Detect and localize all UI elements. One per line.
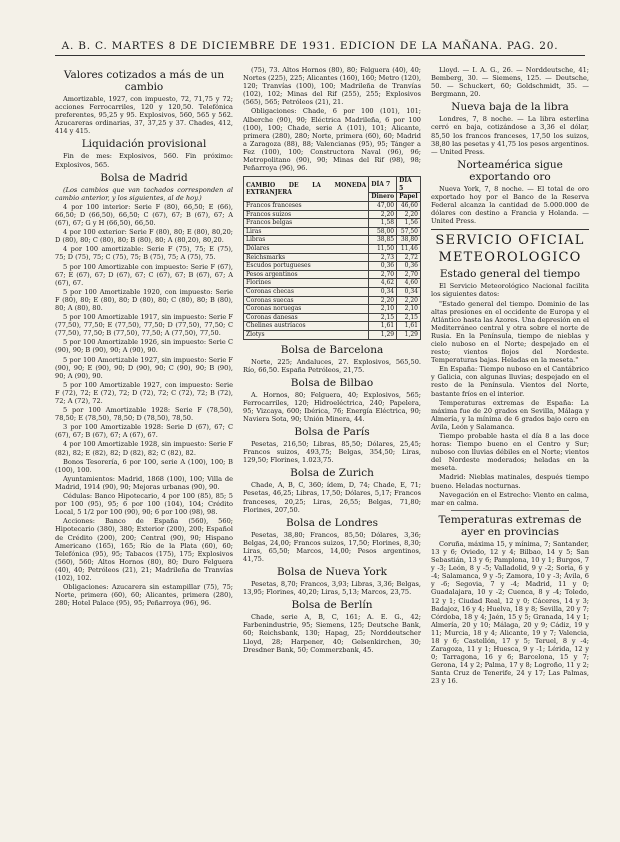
heading-servicio-oficial: SERVICIO OFICIAL <box>431 229 589 248</box>
table-row <box>244 313 421 322</box>
currency-value: 4,62 <box>369 279 397 288</box>
paragraph: 4 por 100 interior: Serie F (80), 66,50; E (66), 66,50; D (66,50), 66,50; C (67), 67; B (67), 67; A (67), 67; G y H (66,50), 66,50. <box>55 202 233 228</box>
paragraph: 5 por 100 Amortizable 1927, sin impuesto: Serie F (90), 90; E (90), 90; D (90), 90; C (90), 90; B (90), 90; A (90), 90. <box>55 355 233 380</box>
paragraph: Chade, A, B, C, 360; ídem, D, 74; Chade, E, 71; Pesetas, 46,25; Libras, 17,50; Dólares, 5,17; Francos franceses, 20,25; Liras, 26,55; Belgas, 71,80; Florines, 207,50. <box>243 481 421 514</box>
heading-temperaturas: Temperaturas extremas de ayer en provincias <box>438 513 582 538</box>
currency-value: 47,00 <box>369 202 397 211</box>
paragraph: Bonos Tesorería, 6 por 100, serie A (100), 100; B (100), 100. <box>55 457 233 474</box>
page-header: A. B. C. MARTES 8 DE DICIEMBRE DE 1931. EDICION DE LA MAÑANA. PAG. 20. <box>61 40 559 52</box>
heading-bolsa-londres: Bolsa de Londres <box>285 516 379 529</box>
paragraph: "Estado general del tiempo. Dominio de las altas presiones en el occidente de Europa y el Atlántico hasta las Azores. Una depresión en el Mediterráneo central y otra sobre el norte de Rusia. En la Península, tiempo de nieblas y cielo nuboso en el Norte; despejado en el resto; vientos flojos del Nordeste. Temperaturas bajas. Heladas en la meseta." <box>431 299 589 365</box>
table-row <box>244 227 421 236</box>
currency-value: 0,36 <box>369 262 397 271</box>
table-caption: CAMBIO DE LA MONEDA EXTRANJERA <box>244 177 369 202</box>
paragraph: Madrid: Nieblas matinales, después tiempo bueno. Heladas nocturnas. <box>431 473 589 490</box>
currency-value: 2,70 <box>369 270 397 279</box>
paragraph: 5 por 100 Amortizable 1920, con impuesto: Serie F (80), 80; E (80), 80; D (80), 80; C (80), 80; B (80), 80; A (80), 80. <box>55 287 233 312</box>
heading-meteorologico: METEOROLOGICO <box>438 250 582 266</box>
divider <box>451 510 569 511</box>
paragraph: Obligaciones: Azucarera sin estampillar (75), 75; Norte, primera (60), 60; Alicantes, primera (280), 280; Hotel Palace (95), 95; Peñarroya (96), 96. <box>55 583 233 608</box>
currency-value: 1,58 <box>369 219 397 228</box>
paragraph: Norte, 225; Andaluces, 27. Explosivos, 565,50. Río, 66,50. España Petróleos, 21,75. <box>243 357 421 374</box>
currency-name: Francos franceses <box>244 202 369 211</box>
table-row <box>244 236 421 245</box>
currency-value: 0,34 <box>397 287 421 296</box>
paragraph: 4 por 100 exterior: Serie F (80), 80; E (80), 80,20; D (80), 80; C (80), 80; B (80), 80; A (80,20), 80,20. <box>55 228 233 245</box>
currency-value: 38,80 <box>397 236 421 245</box>
paragraph: 4 por 100 Amortizable 1928, sin impuesto: Serie F (82), 82; E (82), 82; D (82), 82; C (82), 82. <box>55 440 233 457</box>
currency-name: Coronas danesas <box>244 313 369 322</box>
currency-name: Coronas suecas <box>244 296 369 305</box>
currency-name: Chelines austríacos <box>244 322 369 331</box>
table-row <box>244 287 421 296</box>
table-subheader: Dinero <box>369 193 397 202</box>
heading-bolsa-madrid: Bolsa de Madrid <box>100 171 188 184</box>
paragraph: Lloyd. — I. A. G., 26. — Norddeutsche, 41; Bemberg, 30. — Siemens, 125. — Deutsche, 50. — Schuckert, 60; Goldschmidt, 35. — Bergmann, 20. <box>431 66 589 99</box>
currency-value: 2,10 <box>397 305 421 314</box>
paragraph: Temperaturas extremas de España: La máxima fue de 20 grados en Sevilla, Málaga y Almería, y la mínima de 6 grados bajo cero en Ávila, León y Salamanca. <box>431 398 589 431</box>
paragraph: (75), 73. Altos Hornos (80), 80; Felguera (40), 40; Nortes (225), 225; Alicantes (160), 160; Metro (120), 120; Tranvías (100), 100; Madrileña de Tranvías (102), 102; Minas del Rif (255), 255; Explosivos (565), 565; Petróleos (21), 21. <box>243 66 421 107</box>
paragraph: 4 por 100 amortizable: Serie F (75), 75; E (75), 75; D (75), 75; C (75), 75; B (75), 75; A (75), 75. <box>55 245 233 262</box>
paragraph: Obligaciones: Chade, 6 por 100 (101), 101; Alberche (90), 90; Eléctrica Madrileña, 6 por 100 (100), 100; Chade, serie A (101), 101; Alicante, primera (280), 280; Norte, primera (60), 60; Madrid a Zaragoza (88), 88; Valencianas (95), 95; Tánger a Fez (100), 100; Constructora Naval (96), 96; Metropolitano (90), 90; Minas del Rif (98), 98; Peñarroya (96), 96. <box>243 107 421 173</box>
currency-name: Libras <box>244 236 369 245</box>
paragraph: Tiempo probable hasta el día 8 a las doce horas: Tiempo bueno en el Centro y Sur; nuboso con lluvias débiles en el Norte; vientos del Nordeste moderados; heladas en la meseta. <box>431 432 589 473</box>
paragraph: 5 por 100 Amortizable con impuesto: Serie F (67), 67; E (67), 67; D (67), 67; C (67), 67; B (67), 67; A (67), 67. <box>55 262 233 287</box>
currency-value: 2,70 <box>397 270 421 279</box>
paragraph: 5 por 100 Amortizable 1928: Serie F (78,50), 78,50; E (78,50), 78,50; D (78,50), 78,50. <box>55 406 233 423</box>
heading-bolsa-berlin: Bolsa de Berlín <box>291 599 373 612</box>
heading-estado-tiempo: Estado general del tiempo <box>439 268 581 281</box>
table-row <box>244 210 421 219</box>
paragraph: Acciones: Banco de España (560), 560; Hipotecario (380), 380; Exterior (200), 200; Español de Crédito (200), 200; Central (90), 90; Hispano Americano (165), 165; Río de la Plata (60), 60; Telefónica (95), 95; Tabacos (175), 175; Explosivos (560), 560; Altos Hornos (80), 80; Duro Felguera (40), 40; Petróleos (21), 21; Madrileña de Tranvías (102), 102. <box>55 517 233 582</box>
currency-value: 0,36 <box>397 262 421 271</box>
currency-value: 2,20 <box>369 210 397 219</box>
currency-name: Florines <box>244 279 369 288</box>
heading-bolsa-paris: Bolsa de París <box>294 426 370 439</box>
paragraph: Cédulas: Banco Hipotecario, 4 por 100 (85), 85; 5 por 100 (95), 95; 6 por 100 (104), 104; Crédito Local, 5 1/2 por 100 (90), 90; 6 por 100 (98), 98. <box>55 492 233 517</box>
paragraph: Nueva York, 7, 8 noche. — El total de oro exportado hoy por el Banco de la Reserva Federal alcanza la cantidad de 5.000.000 de dólares con destino a Francia y Holanda. — United Press. <box>431 184 589 226</box>
currency-value: 2,10 <box>369 305 397 314</box>
paragraph: 3 por 100 Amortizable 1928: Serie D (67), 67; C (67), 67; B (67), 67; A (67), 67. <box>55 423 233 440</box>
currency-value: 11,50 <box>369 244 397 253</box>
table-header-day5: DÍA 5 <box>397 177 421 193</box>
column-3 <box>431 66 589 687</box>
table-row <box>244 296 421 305</box>
paragraph: El Servicio Meteorológico Nacional facilita los siguientes datos: <box>431 282 589 299</box>
currency-value: 46,60 <box>397 202 421 211</box>
currency-value: 1,29 <box>369 330 397 339</box>
currency-value: 58,00 <box>369 227 397 236</box>
currency-value: 2,15 <box>397 313 421 322</box>
paragraph: Pesetas, 38,80; Francos, 85,50; Dólares, 3,36; Belgas, 24,00; Francos suizos, 17,50; Florines, 8,30; Liras, 65,50; Marcos, 14,00; Pesos argentinos, 41,75. <box>243 530 421 563</box>
column-1 <box>55 66 233 608</box>
currency-name: Francos suizos <box>244 210 369 219</box>
currency-name: Coronas checas <box>244 287 369 296</box>
currency-value: 2,15 <box>369 313 397 322</box>
currency-name: Dólares <box>244 244 369 253</box>
currency-value: 0,34 <box>369 287 397 296</box>
paragraph: Londres, 7, 8 noche. — La libra esterlina cerró en baja, cotizándose a 3,36 el dólar, 85,50 los francos franceses, 17,50 los suizos, 38,80 las pesetas y 41,75 los pesos argentinos. — United Press. <box>431 115 589 156</box>
table-subheader: Papel <box>397 193 421 202</box>
currency-value: 2,20 <box>397 296 421 305</box>
paragraph: 5 por 100 Amortizable 1926, sin impuesto: Serie C (90), 90; B (90), 90; A (90), 90. <box>55 338 233 355</box>
heading-liquidacion: Liquidación provisional <box>81 138 207 151</box>
currency-value: 11,46 <box>397 244 421 253</box>
currency-value: 2,72 <box>397 253 421 262</box>
currency-name: Coronas noruegas <box>244 305 369 314</box>
currency-value: 2,20 <box>369 296 397 305</box>
currency-value: 38,85 <box>369 236 397 245</box>
currency-table-body <box>244 202 421 340</box>
paragraph: Ayuntamientos: Madrid, 1868 (100), 100; Villa de Madrid, 1914 (90), 90; Mejoras urbanas (90), 90. <box>55 474 233 491</box>
currency-name: Pesos argentinos <box>244 270 369 279</box>
currency-value: 2,73 <box>369 253 397 262</box>
currency-name: Zlotys <box>244 330 369 339</box>
paragraph: 5 por 100 Amortizable 1927, con impuesto: Serie F (72), 72; E (72), 72; D (72), 72; C (72), 72; B (72), 72; A (72), 72. <box>55 380 233 405</box>
table-row <box>244 279 421 288</box>
heading-bolsa-nueva-york: Bolsa de Nueva York <box>276 566 388 579</box>
currency-value: 1,61 <box>397 322 421 331</box>
table-row <box>244 244 421 253</box>
table-row <box>244 202 421 211</box>
heading-bolsa-barcelona: Bolsa de Barcelona <box>280 343 384 356</box>
currency-value: 4,60 <box>397 279 421 288</box>
heading-bolsa-bilbao: Bolsa de Bilbao <box>290 376 374 389</box>
table-row <box>244 270 421 279</box>
paragraph: Navegación en el Estrecho: Viento en calma, mar en calma. <box>431 490 589 507</box>
table-row <box>244 330 421 339</box>
currency-value: 1,61 <box>369 322 397 331</box>
heading-valores: Valores cotizados a más de un cambio <box>63 69 225 93</box>
paragraph: 5 por 100 Amortizable 1917, sin impuesto: Serie F (77,50), 77,50; E (77,50), 77,50; D (77,50), 77,50; C (77,50), 77,50; B (77,50), 77,50; A (77,50), 77,50. <box>55 313 233 338</box>
currency-name: Reichsmarks <box>244 253 369 262</box>
paragraph: Pesetas, 216,50; Libras, 85,50; Dólares, 25,45; Francos suizos, 493,75; Belgas, 354,50; Liras, 129,50; Florines, 1.023,75. <box>243 440 421 465</box>
paragraph: Coruña, máxima 15, y mínima, 7; Santander, 13 y 6; Oviedo, 12 y 4; Bilbao, 14 y 5; San Sebastián, 13 y 6; Pamplona, 10 y 1; Burgos, 7 y -3; León, 8 y -5; Valladolid, 9 y -2; Soria, 6 y -4; Salamanca, 9 y -5; Zamora, 10 y -3; Ávila, 6 y -6; Segovia, 7 y -4; Madrid, 11 y 0; Guadalajara, 10 y -2; Cuenca, 8 y -4; Toledo, 12 y 1; Ciudad Real, 12 y 0; Cáceres, 14 y 3; Badajoz, 16 y 4; Huelva, 18 y 8; Sevilla, 20 y 7; Córdoba, 18 y 4; Jaén, 15 y 5; Granada, 14 y 1; Almería, 20 y 10; Málaga, 20 y 9; Cádiz, 19 y 11; Murcia, 18 y 4; Alicante, 19 y 7; Valencia, 18 y 6; Castellón, 17 y 5; Teruel, 8 y -4; Zaragoza, 11 y 1; Huesca, 9 y -1; Lérida, 12 y 0; Tarragona, 16 y 6; Barcelona, 15 y 7; Gerona, 14 y 2; Palma, 17 y 8; Logroño, 11 y 2; Santa Cruz de Tenerife, 24 y 17; Las Palmas, 23 y 16. <box>431 539 589 686</box>
paragraph: A. Hornos, 80; Felguera, 40; Explosivos, 565; Ferrocarriles, 120; Hidroeléctrica, 240; Papelera, 95; Vizcaya, 600; Ibérica, 76; Energía Eléctrica, 90; Naviera Sota, 90; Unión Minera, 44. <box>243 390 421 423</box>
paragraph: Pesetas, 8,70; Francos, 3,93; Libras, 3,36; Belgas, 13,95; Florines, 40,20; Liras, 5,13; Marcos, 23,75. <box>243 580 421 597</box>
heading-bolsa-zurich: Bolsa de Zurich <box>290 467 374 480</box>
header-rule <box>55 55 585 56</box>
table-row <box>244 262 421 271</box>
currency-value: 57,50 <box>397 227 421 236</box>
paragraph: En España: Tiempo nuboso en el Cantábrico y Galicia, con algunas lluvias; despejado en el resto de la Península. Vientos del Norte, bastante fríos en el interior. <box>431 365 589 398</box>
paragraph: Fin de mes: Explosivos, 560. Fin próximo: Explosivos, 565. <box>55 152 233 169</box>
table-header-day7: DÍA 7 <box>369 177 397 193</box>
table-row <box>244 253 421 262</box>
paragraph: Chade, serie A, B, C, 161; A. E. G., 42; Farbenindustrie, 95; Siemens, 125; Deutsche Bank, 60; Reichsbank, 130; Hapag, 25; Norddeutscher Lloyd, 28; Harpener, 40; Gelsenkirchen, 30; Dresdner Bank, 50; Commerzbank, 45. <box>243 613 421 654</box>
currency-value: 1,56 <box>397 219 421 228</box>
currency-value: 2,20 <box>397 210 421 219</box>
currency-value: 1,29 <box>397 330 421 339</box>
paragraph: (Los cambios que van tachados corresponden al cambio anterior, y los siguientes, al de hoy.) <box>55 185 233 202</box>
paragraph: Amortizable, 1927, con impuesto, 72, 71,75 y 72; acciones Ferrocarriles, 120 y 120,50. Telefónica preferentes, 95,25 y 95. Explosivos, 560, 565 y 562. Azucareras ordinarias, 37, 37,25 y 37. Chades, 412, 414 y 415. <box>55 95 233 136</box>
currency-name: Escudos portugueses <box>244 262 369 271</box>
currency-table <box>243 176 421 339</box>
column-2 <box>243 66 421 655</box>
table-row <box>244 322 421 331</box>
currency-name: Liras <box>244 227 369 236</box>
heading-exportando-oro: Norteamérica sigue exportando oro <box>457 158 563 183</box>
table-row <box>244 305 421 314</box>
heading-baja-libra: Nueva baja de la libra <box>451 101 569 114</box>
currency-name: Francos belgas <box>244 219 369 228</box>
table-row <box>244 219 421 228</box>
